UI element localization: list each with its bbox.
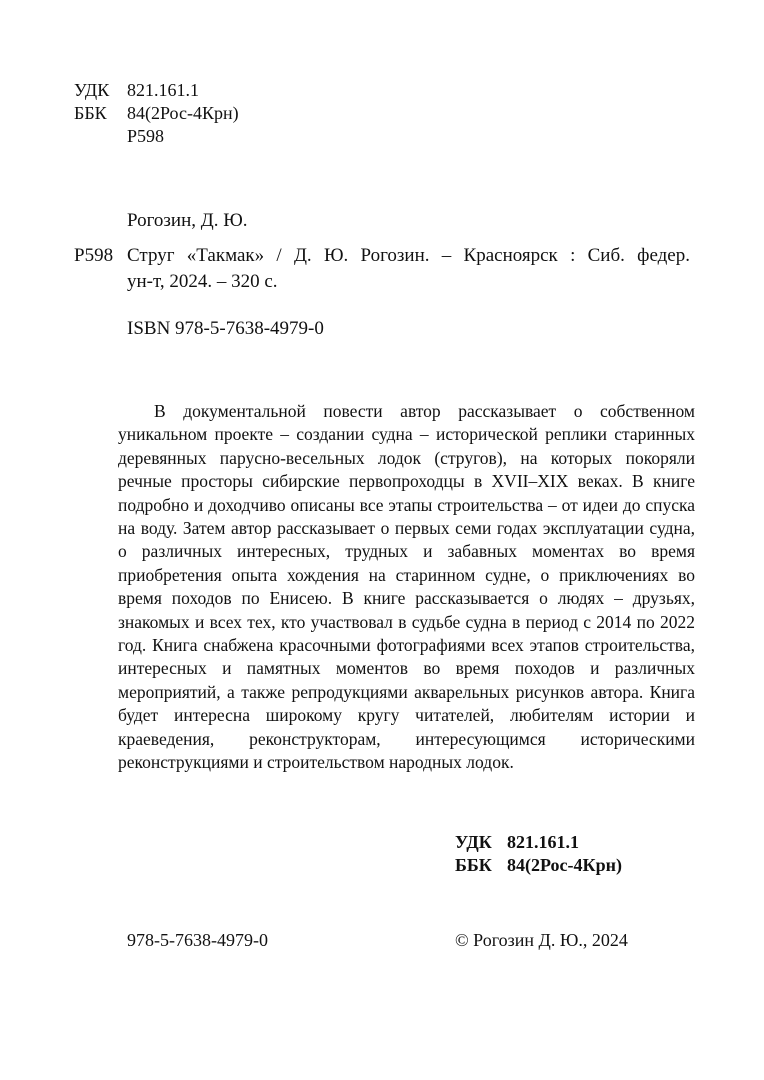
bottom-bbk-value: 84(2Рос-4Крн) [507,855,622,875]
annotation-text: В документальной повести автор рассказывает о собственном уникальном проекте – создании судна – исторической реплики старинных деревянных парусно-весельных лодок (стругов), на которых покоряли речные просторы сибирские первопроходцы в XVII–XIX веках. В книге подробно и доходчиво описаны все этапы строительства – от идеи до спуска на воду. Затем автор рассказывает о первых семи годах эксплуатации судна, о различных интересных, трудных и забавных моментах во время приобретения опыта хождения на старинном судне, о приключениях во время походов по Енисею. В книге рассказывается о людях – друзьях, знакомых и всех тех, кто участвовал в судьбе судна в период с 2014 по 2022 год. Книга снабжена красочными фотографиями всех этапов строительства, интересных и памятных моментов во время походов и различных мероприятий, а также репродукциями акварельных рисунков автора. Книга будет интересна широкому кругу читателей, любителям истории и краеведения, реконструкторам, интересующимся историческими реконструкциями и строительством народных лодок. [118,401,695,773]
udk-value: 821.161.1 [127,80,199,100]
entry-title-line2: ун-т, 2024. – 320 с. [127,271,278,292]
bbk-label: ББК [74,103,107,123]
entry-title-line1: Струг «Такмак» / Д. Ю. Рогозин. – Красноярск : Сиб. федер. [127,245,690,266]
bbk-value: 84(2Рос-4Крн) [127,103,239,123]
entry-sign: Р598 [74,245,114,266]
footer-copyright: © Рогозин Д. Ю., 2024 [455,930,628,950]
top-bbk-line [74,101,239,125]
annotation [118,400,695,775]
top-author-sign: Р598 [127,126,165,146]
bottom-udk-line [455,830,579,854]
footer-isbn: 978-5-7638-4979-0 [127,930,268,950]
entry-isbn: ISBN 978-5-7638-4979-0 [127,318,324,339]
bottom-bbk-label: ББК [455,855,492,875]
bottom-udk-label: УДК [455,832,492,852]
udk-label: УДК [74,80,110,100]
bottom-udk-value: 821.161.1 [507,832,579,852]
top-udk-line [74,78,199,102]
author-heading: Рогозин, Д. Ю. [127,210,248,231]
bottom-bbk-line [455,853,622,877]
